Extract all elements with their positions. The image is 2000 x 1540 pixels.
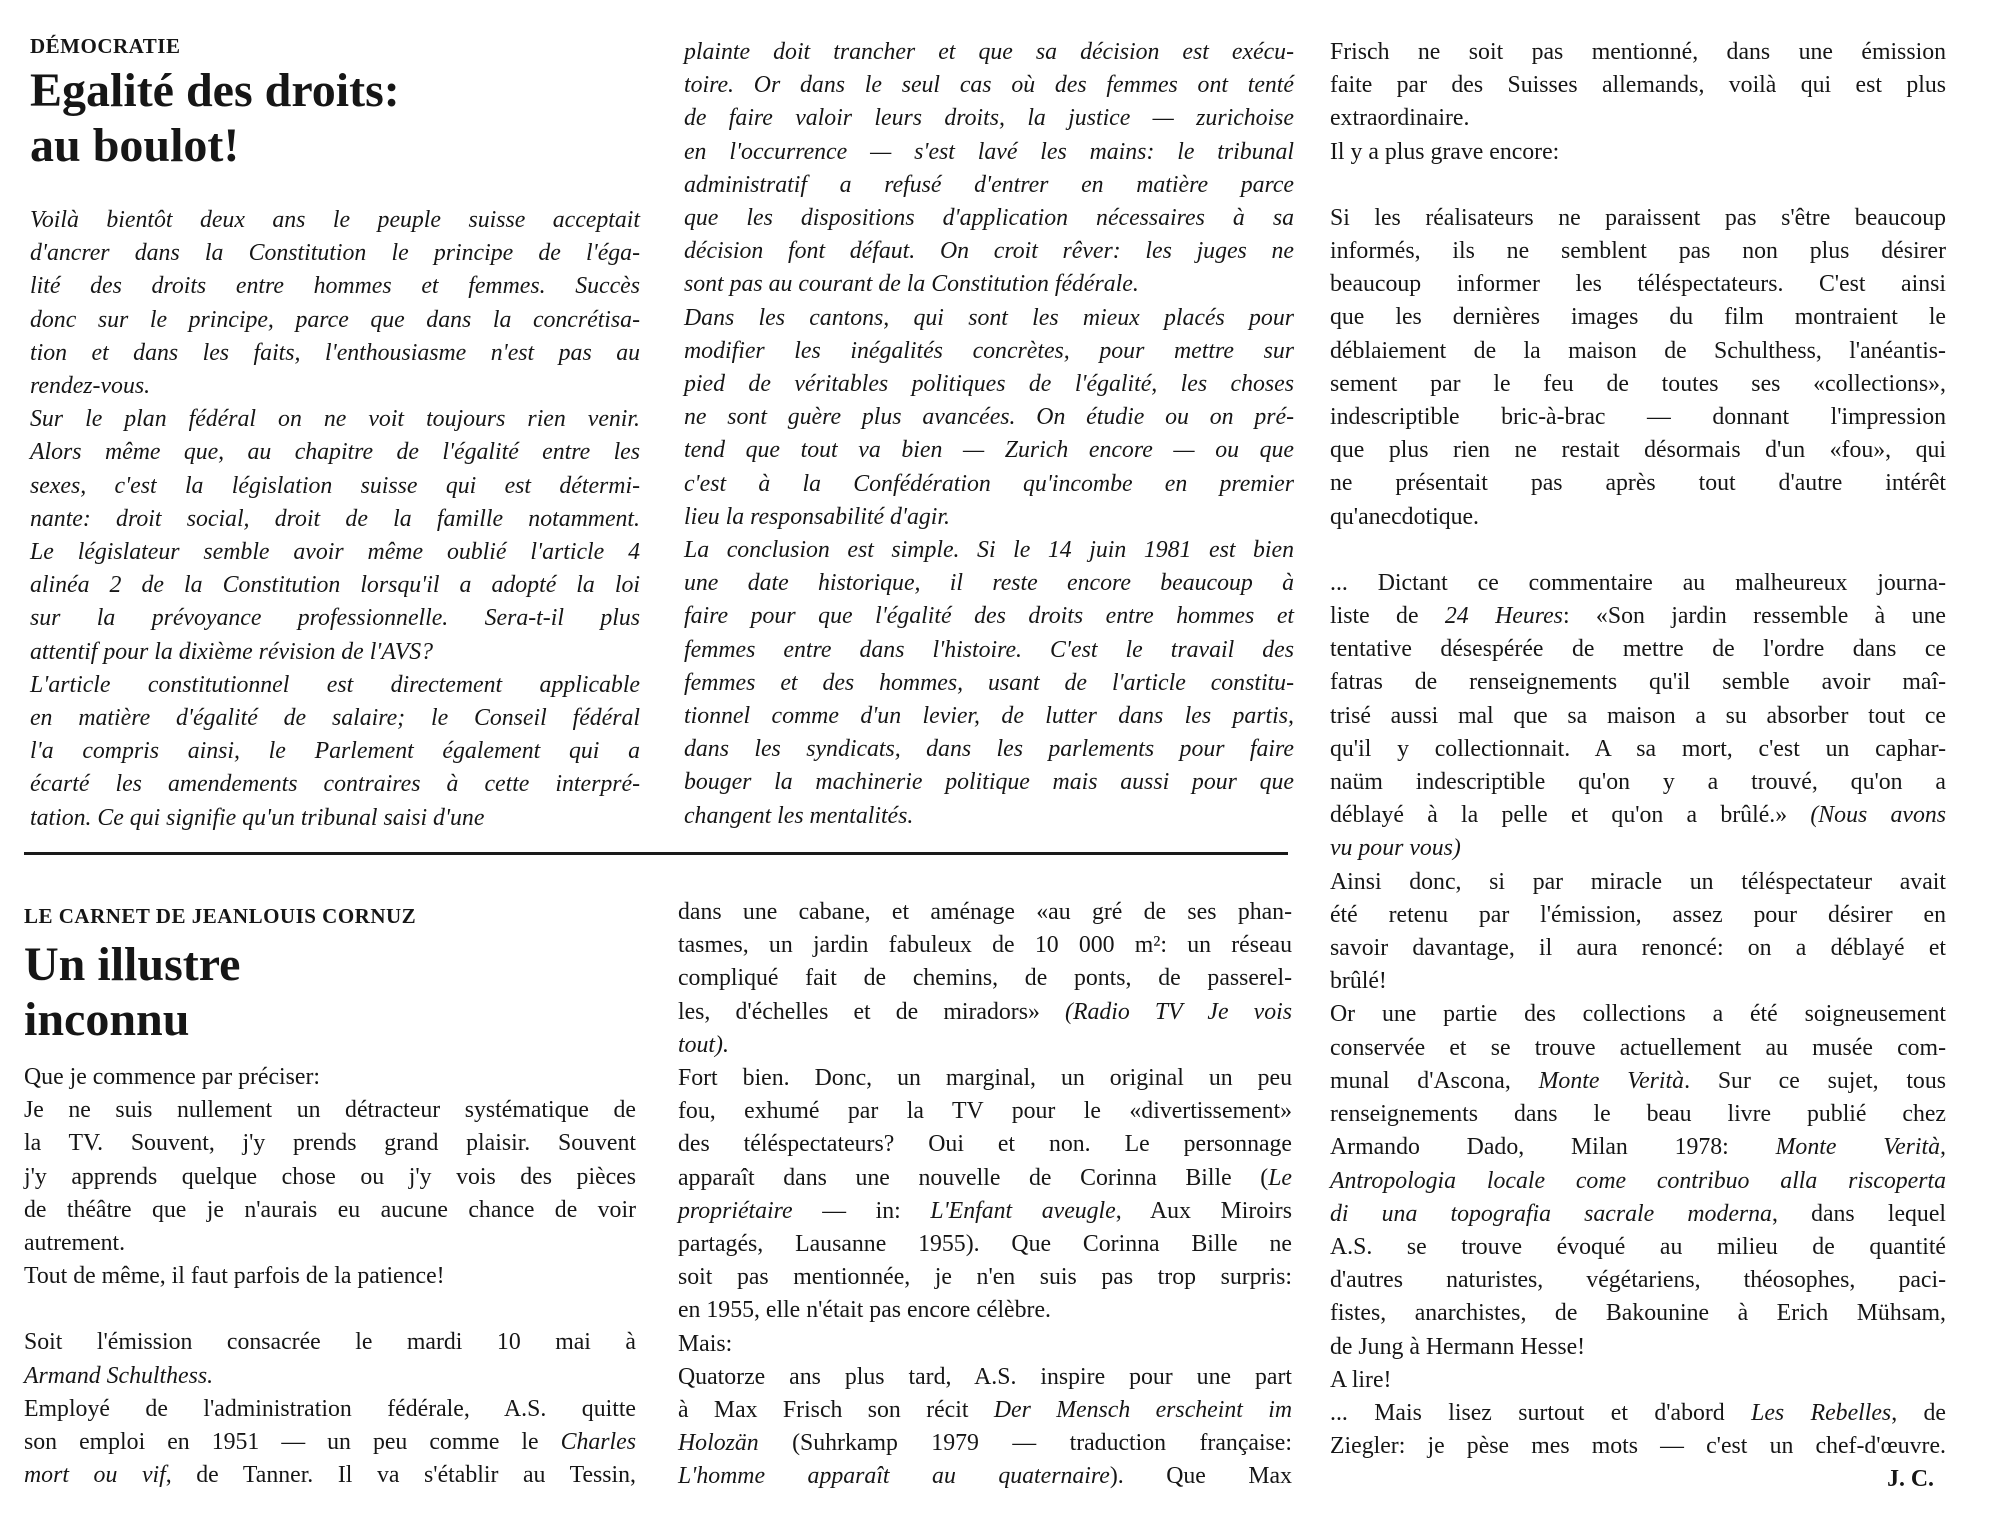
text-line: rendez-vous. — [30, 373, 151, 400]
text-line: l'a compris ainsi, le Parlement également qui a — [30, 738, 640, 765]
article2-title — [24, 937, 664, 1047]
text-line: compliqué fait de chemins, de ponts, de passerel- — [678, 965, 1292, 992]
article2-header — [24, 904, 664, 1047]
text-line: attentif pour la dixième révision de l'AVS? — [30, 638, 434, 665]
text-line: de Jung à Hermann Hesse! — [1330, 1333, 1586, 1360]
text-line: extraordinaire. — [1330, 105, 1470, 132]
text-line: Sur le plan fédéral on ne voit toujours rien venir. — [30, 406, 640, 433]
text-line: La conclusion est simple. Si le 14 juin 1981 est bien — [684, 537, 1294, 564]
text-line: Dans les cantons, qui sont les mieux placés pour — [684, 304, 1294, 331]
text-line: dans une cabane, et aménage «au gré de ses phan- — [678, 899, 1292, 925]
text-line: ... Dictant ce commentaire au malheureux journa- — [1330, 569, 1946, 596]
text-line: Employé de l'administration fédérale, A.S. quitte — [24, 1395, 636, 1422]
text-line: trisé aussi mal que sa maison a su absorber tout ce — [1330, 702, 1946, 729]
text-line: Si les réalisateurs ne paraissent pas s'être beaucoup — [1330, 204, 1946, 231]
text-line: des téléspectateurs? Oui et non. Le personnage — [678, 1131, 1292, 1158]
text-line: lité des droits entre hommes et femmes. Succès — [30, 273, 640, 300]
text-line: qu'il y collectionnait. A sa mort, c'est un caphar- — [1330, 735, 1946, 762]
text-line: savoir davantage, il aura renoncé: on a déblayé et — [1330, 935, 1946, 962]
text-line: femmes entre dans l'histoire. C'est le travail des — [684, 636, 1294, 663]
text-line: sement par le feu de toutes ses «collections», — [1330, 370, 1946, 397]
text-line: tout). — [678, 1031, 729, 1058]
text-line: plainte doit trancher et que sa décision est exécu- — [684, 39, 1294, 65]
text-line: alinéa 2 de la Constitution lorsqu'il a adopté la loi — [30, 572, 640, 599]
text-line: sexes, c'est la législation suisse qui est détermi- — [30, 472, 640, 499]
text-line: de théâtre que je n'aurais eu aucune chance de voir — [24, 1196, 636, 1223]
text-line: L'homme apparaît au quaternaire). Que Max — [678, 1463, 1293, 1490]
text-line: pied de véritables politiques de l'égalité, les choses — [684, 371, 1294, 398]
text-line: fistes, anarchistes, de Bakounine à Erich Mühsam, — [1330, 1300, 1946, 1327]
text-line: partagés, Lausanne 1955). Que Corinna Bille ne — [678, 1231, 1292, 1258]
text-line: L'article constitutionnel est directement applicable — [30, 671, 640, 698]
text-line: son emploi en 1951 — un peu comme le Charles — [24, 1429, 636, 1456]
text-line: ne sont guère plus avancées. On étudie ou on pré- — [684, 404, 1294, 431]
text-line: Antropologia locale come contribuo alla riscoperta — [1330, 1167, 1946, 1194]
text-line: tasmes, un jardin fabuleux de 10 000 m²: un réseau — [678, 932, 1292, 959]
text-line: Voilà bientôt deux ans le peuple suisse acceptait — [30, 207, 640, 233]
text-line: propriétaire — in: L'Enfant aveugle, Aux Miroirs — [678, 1197, 1292, 1224]
text-line: changent les mentalités. — [684, 802, 914, 829]
article2-column3 — [1330, 36, 1946, 1497]
text-line: faite par des Suisses allemands, voilà qui est plus — [1330, 72, 1946, 99]
text-line: Mais: — [678, 1330, 733, 1357]
text-line: brûlé! — [1330, 968, 1387, 995]
text-line: sont pas au courant de la Constitution fédérale. — [684, 271, 1139, 298]
article1-column1 — [30, 204, 640, 835]
text-line: d'ancrer dans la Constitution le principe de l'éga- — [30, 240, 640, 267]
article1-column2 — [684, 36, 1294, 833]
text-line: décision font défaut. On croit rêver: les juges ne — [684, 238, 1294, 265]
text-line: à Max Frisch son récit Der Mensch erscheint im — [678, 1397, 1292, 1424]
article2-column1 — [24, 1061, 636, 1492]
text-line: Il y a plus grave encore: — [1330, 138, 1560, 165]
text-line: que les dispositions d'application nécessaires à sa — [684, 205, 1294, 232]
text-line: d'autres naturistes, végétariens, théosophes, paci- — [1330, 1267, 1946, 1294]
text-line: fou, exhumé par la TV pour le «divertissement» — [678, 1098, 1292, 1125]
text-line: liste de 24 Heures: «Son jardin ressemble à une — [1330, 603, 1946, 630]
text-line: écarté les amendements contraires à cette interpré- — [30, 771, 640, 798]
signature: J. C. — [1887, 1466, 1934, 1493]
text-line: Le législateur semble avoir même oublié l'article 4 — [30, 539, 640, 566]
text-line: femmes et des hommes, usant de l'article constitu- — [684, 669, 1294, 696]
text-line: en 1955, elle n'était pas encore célèbre. — [678, 1297, 1051, 1324]
text-line: Alors même que, au chapitre de l'égalité entre les — [30, 439, 640, 466]
text-line: fatras de renseignements qu'il semble avoir maî- — [1330, 669, 1946, 696]
text-line: munal d'Ascona, Monte Verità. Sur ce sujet, tous — [1330, 1067, 1946, 1094]
text-line: Tout de même, il faut parfois de la patience! — [24, 1263, 445, 1290]
text-line: de faire valoir leurs droits, la justice — zurichoise — [684, 105, 1294, 132]
article2-title-line2: inconnu — [24, 993, 190, 1046]
text-line: que les dernières images du film montraient le — [1330, 304, 1946, 331]
text-line: en l'occurrence — s'est lavé les mains: le tribunal — [684, 138, 1294, 165]
text-line: tionnel comme d'un levier, de lutter dans les partis, — [684, 703, 1294, 730]
text-line: qu'anecdotique. — [1330, 503, 1479, 530]
article1-header — [30, 34, 670, 173]
text-line: Je ne suis nullement un détracteur systématique de — [24, 1097, 636, 1124]
text-line: Quatorze ans plus tard, A.S. inspire pour une part — [678, 1363, 1292, 1390]
text-line: c'est à la Confédération qu'incombe en premier — [684, 470, 1294, 497]
text-line: A lire! — [1330, 1366, 1392, 1393]
text-line: administratif a refusé d'entrer en matière parce — [684, 171, 1294, 198]
article1-title-line1: Egalité des droits: — [30, 64, 400, 117]
text-line: autrement. — [24, 1230, 126, 1257]
text-line: di una topografia sacrale moderna, dans lequel — [1330, 1200, 1946, 1227]
text-line: déblaiement de la maison de Schulthess, l'anéantis- — [1330, 337, 1946, 364]
text-line: indescriptible bric-à-brac — donnant l'impression — [1330, 404, 1946, 431]
text-line: été retenu par l'émission, assez pour désirer en — [1330, 901, 1946, 928]
text-line: A.S. se trouve évoqué au milieu de quantité — [1330, 1233, 1946, 1260]
text-line: modifier les inégalités concrètes, pour mettre sur — [684, 337, 1294, 364]
article1-title — [30, 63, 670, 173]
text-line: Frisch ne soit pas mentionné, dans une émission — [1330, 39, 1946, 65]
text-line: toire. Or dans le seul cas où des femmes ont tenté — [684, 72, 1294, 99]
article2-kicker: LE CARNET DE JEANLOUIS CORNUZ — [24, 904, 417, 928]
text-line: que plus rien ne restait désormais d'un «fou», qui — [1330, 437, 1946, 464]
text-line: vu pour vous) — [1330, 835, 1461, 862]
text-line: dans les syndicats, dans les parlements pour faire — [684, 736, 1294, 763]
text-line: ne présentait pas après tout d'autre intérêt — [1330, 470, 1946, 497]
text-line: en matière d'égalité de salaire; le Conseil fédéral — [30, 705, 640, 732]
text-line: faire pour que l'égalité des droits entre hommes et — [684, 603, 1294, 630]
text-line: lieu la responsabilité d'agir. — [684, 503, 950, 530]
text-line: beaucoup informer les téléspectateurs. C'est ainsi — [1330, 271, 1946, 298]
text-line: informés, ils ne semblent pas non plus désirer — [1330, 238, 1946, 265]
text-line: Soit l'émission consacrée le mardi 10 mai à — [24, 1329, 636, 1356]
article2-column2 — [678, 896, 1292, 1494]
text-line: donc sur le principe, parce que dans la concrétisa- — [30, 306, 640, 333]
text-line: Fort bien. Donc, un marginal, un original un peu — [678, 1065, 1292, 1092]
text-line: Armando Dado, Milan 1978: Monte Verità, — [1330, 1134, 1946, 1161]
text-line: les, d'échelles et de miradors» (Radio TV Je vois — [678, 998, 1292, 1025]
text-line: naüm indescriptible qu'on y a trouvé, qu'on a — [1330, 769, 1946, 796]
text-line: ... Mais lisez surtout et d'abord Les Rebelles, de — [1330, 1399, 1946, 1426]
text-line: Ziegler: je pèse mes mots — c'est un chef-d'œuvre. — [1330, 1433, 1946, 1460]
text-line: Ainsi donc, si par miracle un téléspectateur avait — [1330, 868, 1946, 895]
text-line: Armand Schulthess. — [24, 1362, 214, 1389]
text-line: tend que tout va bien — Zurich encore — ou que — [684, 437, 1294, 464]
text-line: Or une partie des collections a été soigneusement — [1330, 1001, 1946, 1028]
text-line: la TV. Souvent, j'y prends grand plaisir. Souvent — [24, 1130, 636, 1157]
article1-title-line2: au boulot! — [30, 119, 240, 172]
text-line: renseignements dans le beau livre publié chez — [1330, 1101, 1946, 1128]
section-divider-rule — [24, 852, 1288, 855]
text-line: mort ou vif, de Tanner. Il va s'établir au Tessin, — [24, 1462, 636, 1489]
text-line: tation. Ce qui signifie qu'un tribunal saisi d'une — [30, 804, 485, 831]
text-line: sur la prévoyance professionnelle. Sera-t-il plus — [30, 605, 640, 632]
text-line: Holozän (Suhrkamp 1979 — traduction française: — [678, 1430, 1292, 1457]
article2-title-line1: Un illustre — [24, 938, 241, 991]
text-line: bouger la machinerie politique mais aussi pour que — [684, 769, 1294, 796]
text-line: tion et dans les faits, l'enthousiasme n'est pas au — [30, 339, 640, 366]
text-line: j'y apprends quelque chose ou j'y vois des pièces — [24, 1163, 636, 1190]
text-line: soit pas mentionnée, je n'en suis pas trop surpris: — [678, 1264, 1292, 1291]
text-line: tentative désespérée de mettre de l'ordre dans ce — [1330, 636, 1946, 663]
text-line: conservée et se trouve actuellement au musée com- — [1330, 1034, 1946, 1061]
article1-kicker: DÉMOCRATIE — [30, 34, 181, 58]
text-line: apparaît dans une nouvelle de Corinna Bille (Le — [678, 1164, 1292, 1191]
text-line: Que je commence par préciser: — [24, 1064, 320, 1090]
text-line: une date historique, il reste encore beaucoup à — [684, 570, 1294, 597]
text-line: déblayé à la pelle et qu'on a brûlé.» (Nous avons — [1330, 802, 1947, 829]
text-line: nante: droit social, droit de la famille notamment. — [30, 505, 640, 532]
